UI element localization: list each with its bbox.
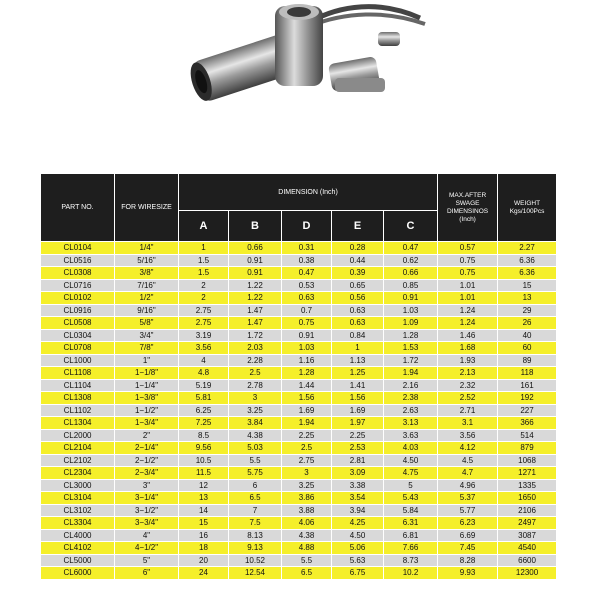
cell-dim-d: 1.28 — [282, 367, 332, 380]
cell-max-after-swage: 1.68 — [438, 342, 498, 355]
cell-dim-e: 5.06 — [332, 542, 384, 555]
cell-part-no: CL2102 — [41, 454, 115, 467]
cell-weight: 1335 — [498, 479, 557, 492]
table-row — [41, 367, 557, 380]
table-row — [41, 242, 557, 255]
cell-dim-e: 3.09 — [332, 467, 384, 480]
table-row — [41, 404, 557, 417]
cell-dim-b: 6 — [229, 479, 282, 492]
cell-wiresize: 1−3/4" — [115, 417, 179, 430]
cell-dim-d: 1.03 — [282, 342, 332, 355]
cell-dim-c: 0.91 — [384, 292, 438, 305]
cell-dim-d: 6.5 — [282, 567, 332, 580]
cell-dim-b: 4.38 — [229, 429, 282, 442]
cell-part-no: CL4000 — [41, 529, 115, 542]
cell-dim-c: 1.53 — [384, 342, 438, 355]
cell-weight: 3087 — [498, 529, 557, 542]
table-row — [41, 317, 557, 330]
cell-weight: 2497 — [498, 517, 557, 530]
cell-part-no: CL1104 — [41, 379, 115, 392]
cell-wiresize: 4−1/2" — [115, 542, 179, 555]
cell-dim-a: 5.19 — [179, 379, 229, 392]
cell-dim-b: 3 — [229, 392, 282, 405]
cell-dim-d: 0.7 — [282, 304, 332, 317]
cell-max-after-swage: 6.69 — [438, 529, 498, 542]
table-row — [41, 267, 557, 280]
cell-dim-b: 9.13 — [229, 542, 282, 555]
cell-dim-a: 10.5 — [179, 454, 229, 467]
cell-dim-d: 1.69 — [282, 404, 332, 417]
cell-dim-b: 0.91 — [229, 254, 282, 267]
cell-dim-a: 15 — [179, 517, 229, 530]
cell-max-after-swage: 2.71 — [438, 404, 498, 417]
cell-dim-e: 3.94 — [332, 504, 384, 517]
cell-dim-d: 3.25 — [282, 479, 332, 492]
cell-max-after-swage: 8.28 — [438, 554, 498, 567]
cell-max-after-swage: 1.01 — [438, 279, 498, 292]
cell-dim-a: 2 — [179, 279, 229, 292]
cell-part-no: CL0104 — [41, 242, 115, 255]
cell-wiresize: 1" — [115, 354, 179, 367]
cell-weight: 161 — [498, 379, 557, 392]
cell-dim-e: 1.56 — [332, 392, 384, 405]
table-row — [41, 379, 557, 392]
cell-dim-b: 5.75 — [229, 467, 282, 480]
cell-part-no: CL0516 — [41, 254, 115, 267]
cell-wiresize: 5/16" — [115, 254, 179, 267]
specification-table-wrapper — [40, 173, 556, 580]
cell-max-after-swage: 6.23 — [438, 517, 498, 530]
cell-dim-e: 1.41 — [332, 379, 384, 392]
cell-max-after-swage: 1.46 — [438, 329, 498, 342]
cell-dim-c: 1.28 — [384, 329, 438, 342]
cell-part-no: CL3102 — [41, 504, 115, 517]
cell-dim-d: 0.75 — [282, 317, 332, 330]
cell-dim-c: 6.31 — [384, 517, 438, 530]
cell-wiresize: 3/4" — [115, 329, 179, 342]
cell-dim-d: 0.31 — [282, 242, 332, 255]
table-row — [41, 467, 557, 480]
cell-dim-e: 0.63 — [332, 317, 384, 330]
cell-max-after-swage: 4.5 — [438, 454, 498, 467]
header-for-wiresize: FOR WIRESIZE — [115, 174, 179, 242]
cell-max-after-swage: 1.01 — [438, 292, 498, 305]
cell-dim-b: 1.22 — [229, 279, 282, 292]
table-row — [41, 342, 557, 355]
cell-dim-b: 0.91 — [229, 267, 282, 280]
cell-dim-a: 5.81 — [179, 392, 229, 405]
cell-dim-d: 4.38 — [282, 529, 332, 542]
cell-dim-c: 5.43 — [384, 492, 438, 505]
table-row — [41, 479, 557, 492]
cell-dim-e: 3.38 — [332, 479, 384, 492]
header-dim-d: D — [282, 211, 332, 242]
cell-weight: 26 — [498, 317, 557, 330]
table-row — [41, 529, 557, 542]
cell-dim-e: 0.28 — [332, 242, 384, 255]
cell-part-no: CL3104 — [41, 492, 115, 505]
cell-weight: 514 — [498, 429, 557, 442]
cell-wiresize: 5/8" — [115, 317, 179, 330]
cell-weight: 13 — [498, 292, 557, 305]
table-row — [41, 454, 557, 467]
table-row — [41, 429, 557, 442]
cell-max-after-swage: 2.32 — [438, 379, 498, 392]
cell-weight: 12300 — [498, 567, 557, 580]
cell-dim-d: 3.86 — [282, 492, 332, 505]
cell-dim-a: 6.25 — [179, 404, 229, 417]
cell-part-no: CL0708 — [41, 342, 115, 355]
cell-dim-e: 1 — [332, 342, 384, 355]
cell-dim-e: 2.81 — [332, 454, 384, 467]
cell-dim-a: 2.75 — [179, 317, 229, 330]
cell-weight: 89 — [498, 354, 557, 367]
swage-sleeve-spec-table — [40, 173, 557, 580]
cell-wiresize: 1−1/8" — [115, 367, 179, 380]
cell-dim-a: 7.25 — [179, 417, 229, 430]
cell-wiresize: 2−1/2" — [115, 454, 179, 467]
cell-dim-e: 5.63 — [332, 554, 384, 567]
table-row — [41, 329, 557, 342]
cell-weight: 879 — [498, 442, 557, 455]
cell-max-after-swage: 0.75 — [438, 267, 498, 280]
cell-dim-a: 11.5 — [179, 467, 229, 480]
cell-dim-d: 2.5 — [282, 442, 332, 455]
cell-dim-a: 16 — [179, 529, 229, 542]
cell-dim-e: 4.25 — [332, 517, 384, 530]
header-dim-b: B — [229, 211, 282, 242]
cell-dim-b: 2.28 — [229, 354, 282, 367]
cell-dim-c: 3.63 — [384, 429, 438, 442]
cell-weight: 1650 — [498, 492, 557, 505]
cell-dim-d: 1.44 — [282, 379, 332, 392]
cell-wiresize: 7/8" — [115, 342, 179, 355]
cell-weight: 29 — [498, 304, 557, 317]
cell-dim-c: 1.09 — [384, 317, 438, 330]
cell-dim-a: 3.19 — [179, 329, 229, 342]
cell-dim-c: 4.50 — [384, 454, 438, 467]
cell-dim-c: 2.16 — [384, 379, 438, 392]
header-dim-e: E — [332, 211, 384, 242]
cell-wiresize: 5" — [115, 554, 179, 567]
cell-dim-a: 8.5 — [179, 429, 229, 442]
cell-wiresize: 1−3/8" — [115, 392, 179, 405]
cell-wiresize: 1−1/2" — [115, 404, 179, 417]
cell-dim-c: 1.72 — [384, 354, 438, 367]
cell-part-no: CL3000 — [41, 479, 115, 492]
table-row — [41, 567, 557, 580]
table-row — [41, 504, 557, 517]
cell-dim-b: 6.5 — [229, 492, 282, 505]
cell-dim-a: 24 — [179, 567, 229, 580]
cell-dim-a: 18 — [179, 542, 229, 555]
cell-max-after-swage: 9.93 — [438, 567, 498, 580]
cell-wiresize: 2−1/4" — [115, 442, 179, 455]
cell-part-no: CL1000 — [41, 354, 115, 367]
cell-dim-d: 3 — [282, 467, 332, 480]
cell-dim-e: 0.84 — [332, 329, 384, 342]
cell-weight: 2106 — [498, 504, 557, 517]
cell-dim-b: 5.5 — [229, 454, 282, 467]
table-row — [41, 554, 557, 567]
cell-dim-a: 2.75 — [179, 304, 229, 317]
header-dimension: DIMENSION (Inch) — [179, 174, 438, 211]
cell-dim-e: 0.63 — [332, 304, 384, 317]
cell-max-after-swage: 1.24 — [438, 304, 498, 317]
cell-part-no: CL0102 — [41, 292, 115, 305]
cell-wiresize: 3" — [115, 479, 179, 492]
cell-dim-e: 2.53 — [332, 442, 384, 455]
cell-max-after-swage: 3.1 — [438, 417, 498, 430]
cell-dim-a: 13 — [179, 492, 229, 505]
cell-weight: 118 — [498, 367, 557, 380]
cell-wiresize: 3−1/2" — [115, 504, 179, 517]
cell-dim-b: 7.5 — [229, 517, 282, 530]
cell-weight: 1271 — [498, 467, 557, 480]
cell-max-after-swage: 1.24 — [438, 317, 498, 330]
cell-dim-d: 2.75 — [282, 454, 332, 467]
cell-dim-d: 3.88 — [282, 504, 332, 517]
cell-dim-c: 10.2 — [384, 567, 438, 580]
table-row — [41, 292, 557, 305]
cell-part-no: CL0508 — [41, 317, 115, 330]
cell-dim-d: 5.5 — [282, 554, 332, 567]
cell-weight: 6.36 — [498, 254, 557, 267]
cell-dim-c: 1.94 — [384, 367, 438, 380]
cell-max-after-swage: 1.93 — [438, 354, 498, 367]
cell-dim-b: 8.13 — [229, 529, 282, 542]
cell-weight: 192 — [498, 392, 557, 405]
cell-part-no: CL1102 — [41, 404, 115, 417]
cell-dim-a: 12 — [179, 479, 229, 492]
cell-weight: 366 — [498, 417, 557, 430]
cell-dim-b: 2.03 — [229, 342, 282, 355]
cell-dim-c: 0.66 — [384, 267, 438, 280]
cell-max-after-swage: 4.12 — [438, 442, 498, 455]
cell-dim-e: 1.69 — [332, 404, 384, 417]
cell-dim-d: 0.53 — [282, 279, 332, 292]
cell-part-no: CL0304 — [41, 329, 115, 342]
cell-weight: 4540 — [498, 542, 557, 555]
cell-dim-e: 1.97 — [332, 417, 384, 430]
cell-wiresize: 3−1/4" — [115, 492, 179, 505]
cell-dim-b: 12.54 — [229, 567, 282, 580]
cell-dim-b: 3.84 — [229, 417, 282, 430]
cell-part-no: CL5000 — [41, 554, 115, 567]
cell-dim-c: 0.62 — [384, 254, 438, 267]
table-row — [41, 392, 557, 405]
cell-max-after-swage: 4.96 — [438, 479, 498, 492]
cell-dim-a: 2 — [179, 292, 229, 305]
cell-dim-c: 2.38 — [384, 392, 438, 405]
cell-part-no: CL0308 — [41, 267, 115, 280]
cell-part-no: CL2000 — [41, 429, 115, 442]
header-dim-a: A — [179, 211, 229, 242]
cell-dim-b: 1.72 — [229, 329, 282, 342]
cell-max-after-swage: 2.13 — [438, 367, 498, 380]
cell-dim-a: 4.8 — [179, 367, 229, 380]
cell-dim-d: 2.25 — [282, 429, 332, 442]
cell-dim-d: 0.47 — [282, 267, 332, 280]
cell-dim-b: 0.66 — [229, 242, 282, 255]
cell-dim-a: 1 — [179, 242, 229, 255]
cell-dim-d: 4.06 — [282, 517, 332, 530]
cell-weight: 1068 — [498, 454, 557, 467]
cell-wiresize: 4" — [115, 529, 179, 542]
cell-max-after-swage: 5.37 — [438, 492, 498, 505]
cell-max-after-swage: 7.45 — [438, 542, 498, 555]
cell-dim-c: 2.63 — [384, 404, 438, 417]
cell-dim-d: 0.63 — [282, 292, 332, 305]
cell-wiresize: 6" — [115, 567, 179, 580]
cell-dim-c: 1.03 — [384, 304, 438, 317]
cell-weight: 15 — [498, 279, 557, 292]
table-row — [41, 542, 557, 555]
product-photo — [180, 0, 430, 112]
cell-wiresize: 3−3/4" — [115, 517, 179, 530]
table-row — [41, 279, 557, 292]
cell-dim-c: 0.47 — [384, 242, 438, 255]
cell-dim-a: 3.56 — [179, 342, 229, 355]
cell-wiresize: 1/4" — [115, 242, 179, 255]
cell-wiresize: 7/16" — [115, 279, 179, 292]
cell-max-after-swage: 5.77 — [438, 504, 498, 517]
cell-dim-d: 1.56 — [282, 392, 332, 405]
cell-dim-b: 10.52 — [229, 554, 282, 567]
cell-part-no: CL1108 — [41, 367, 115, 380]
table-body — [41, 242, 557, 580]
cell-dim-c: 4.75 — [384, 467, 438, 480]
cell-max-after-swage: 4.7 — [438, 467, 498, 480]
cell-part-no: CL2104 — [41, 442, 115, 455]
cell-dim-c: 8.73 — [384, 554, 438, 567]
cell-dim-b: 3.25 — [229, 404, 282, 417]
cell-dim-e: 2.25 — [332, 429, 384, 442]
cell-dim-d: 0.38 — [282, 254, 332, 267]
cell-dim-d: 0.91 — [282, 329, 332, 342]
table-row — [41, 417, 557, 430]
cell-max-after-swage: 0.75 — [438, 254, 498, 267]
cell-dim-c: 5.84 — [384, 504, 438, 517]
cell-dim-c: 7.66 — [384, 542, 438, 555]
cell-part-no: CL3304 — [41, 517, 115, 530]
cell-part-no: CL1308 — [41, 392, 115, 405]
cell-dim-a: 1.5 — [179, 267, 229, 280]
cell-dim-c: 0.85 — [384, 279, 438, 292]
cell-dim-d: 1.94 — [282, 417, 332, 430]
cell-wiresize: 1/2" — [115, 292, 179, 305]
cell-dim-b: 1.22 — [229, 292, 282, 305]
cell-weight: 60 — [498, 342, 557, 355]
cell-dim-d: 4.88 — [282, 542, 332, 555]
header-max-after-swage: MAX.AFTER SWAGE DIMENSINOS (Inch) — [438, 174, 498, 242]
table-row — [41, 254, 557, 267]
cell-dim-e: 0.39 — [332, 267, 384, 280]
cell-dim-b: 2.78 — [229, 379, 282, 392]
cell-dim-e: 4.50 — [332, 529, 384, 542]
cell-dim-c: 6.81 — [384, 529, 438, 542]
cell-wiresize: 2−3/4" — [115, 467, 179, 480]
cell-dim-e: 1.13 — [332, 354, 384, 367]
cell-wiresize: 1−1/4" — [115, 379, 179, 392]
cell-part-no: CL2304 — [41, 467, 115, 480]
header-part-no: PART NO. — [41, 174, 115, 242]
cell-dim-e: 0.56 — [332, 292, 384, 305]
cell-part-no: CL6000 — [41, 567, 115, 580]
cell-wiresize: 9/16" — [115, 304, 179, 317]
header-weight: WEIGHT Kgs/100Pcs — [498, 174, 557, 242]
cell-part-no: CL0716 — [41, 279, 115, 292]
cell-part-no: CL1304 — [41, 417, 115, 430]
cell-max-after-swage: 2.52 — [438, 392, 498, 405]
cell-part-no: CL0916 — [41, 304, 115, 317]
table-row — [41, 442, 557, 455]
cell-dim-b: 5.03 — [229, 442, 282, 455]
cell-dim-d: 1.16 — [282, 354, 332, 367]
table-row — [41, 354, 557, 367]
cell-dim-c: 5 — [384, 479, 438, 492]
cell-weight: 227 — [498, 404, 557, 417]
cell-wiresize: 2" — [115, 429, 179, 442]
cell-dim-a: 14 — [179, 504, 229, 517]
cell-dim-a: 1.5 — [179, 254, 229, 267]
cell-dim-a: 20 — [179, 554, 229, 567]
table-row — [41, 517, 557, 530]
cell-part-no: CL4102 — [41, 542, 115, 555]
cell-weight: 6.36 — [498, 267, 557, 280]
cell-dim-b: 1.47 — [229, 304, 282, 317]
cell-dim-e: 3.54 — [332, 492, 384, 505]
cell-dim-c: 4.03 — [384, 442, 438, 455]
table-row — [41, 492, 557, 505]
header-dim-c: C — [384, 211, 438, 242]
cell-weight: 6600 — [498, 554, 557, 567]
cell-dim-c: 3.13 — [384, 417, 438, 430]
cell-dim-b: 2.5 — [229, 367, 282, 380]
cell-dim-e: 0.44 — [332, 254, 384, 267]
cell-dim-b: 7 — [229, 504, 282, 517]
cell-dim-e: 1.25 — [332, 367, 384, 380]
cell-dim-e: 0.65 — [332, 279, 384, 292]
cell-wiresize: 3/8" — [115, 267, 179, 280]
cell-dim-a: 4 — [179, 354, 229, 367]
cell-max-after-swage: 3.56 — [438, 429, 498, 442]
cell-dim-a: 9.56 — [179, 442, 229, 455]
cell-max-after-swage: 0.57 — [438, 242, 498, 255]
table-row — [41, 304, 557, 317]
cell-dim-b: 1.47 — [229, 317, 282, 330]
cell-weight: 40 — [498, 329, 557, 342]
cell-weight: 2.27 — [498, 242, 557, 255]
cell-dim-e: 6.75 — [332, 567, 384, 580]
